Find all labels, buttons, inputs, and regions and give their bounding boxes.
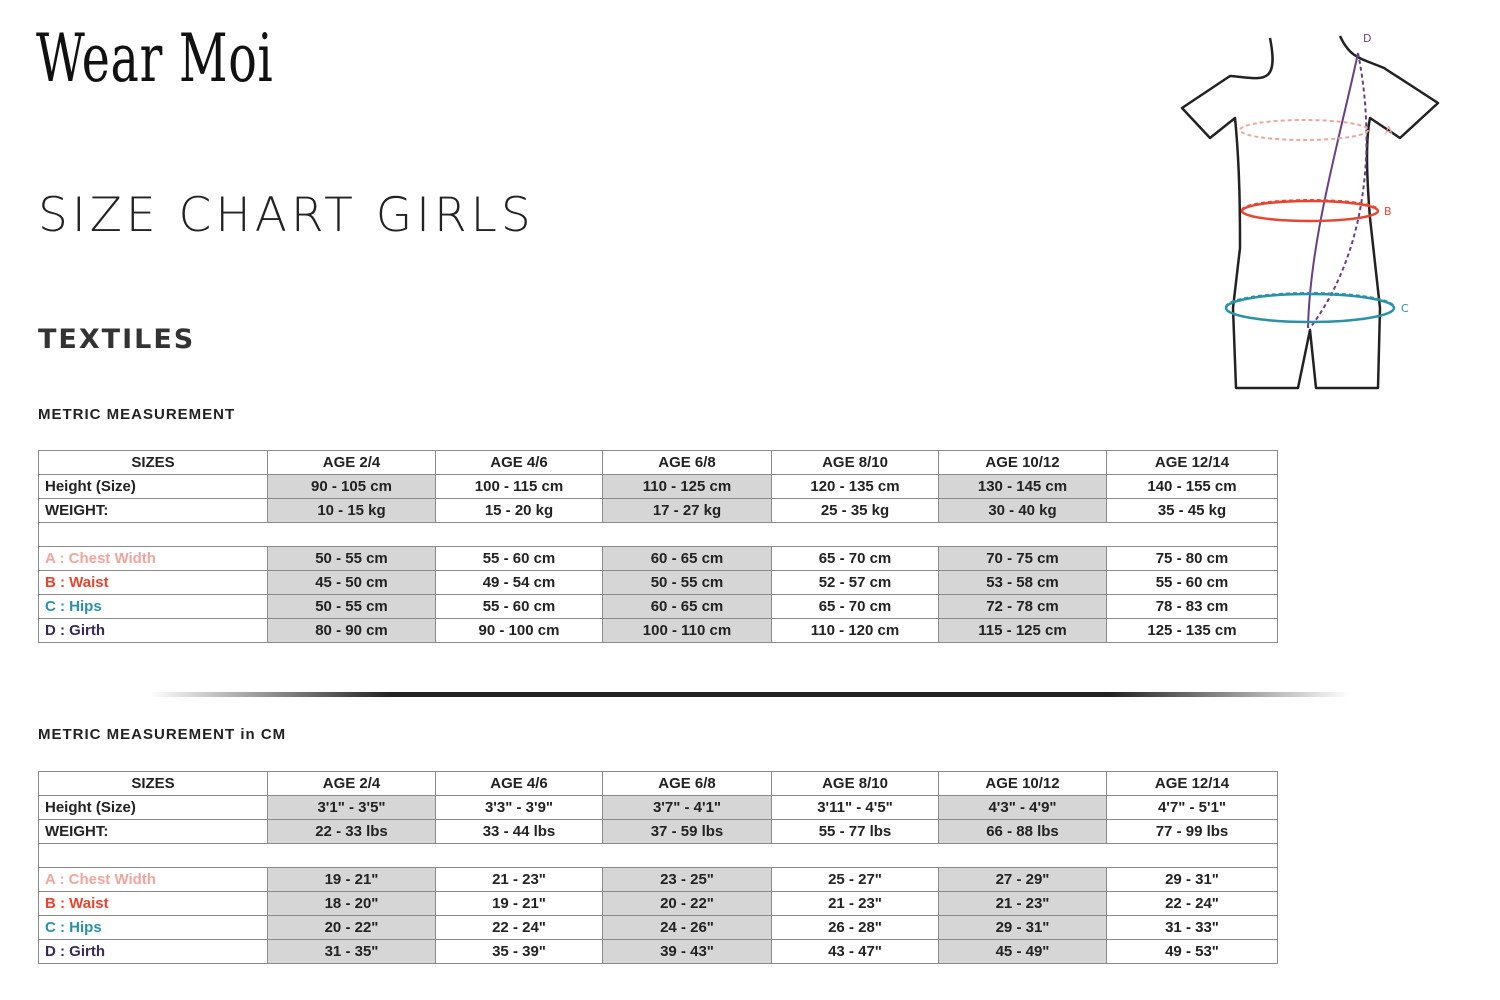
table-cell: 30 - 40 kg — [939, 499, 1107, 523]
row-label: Height (Size) — [39, 475, 268, 499]
metric-section-label: METRIC MEASUREMENT — [38, 406, 236, 423]
table-cell: 3'3" - 3'9" — [436, 796, 603, 820]
table-spacer-row — [39, 523, 1278, 547]
header-cell: SIZES — [39, 451, 268, 475]
table-cell: 18 - 20" — [268, 892, 436, 916]
table-cell: 17 - 27 kg — [603, 499, 772, 523]
table-cell: 37 - 59 lbs — [603, 820, 772, 844]
table-cell: 25 - 27" — [772, 868, 939, 892]
table-cell: 31 - 35" — [268, 940, 436, 964]
table-cell: 27 - 29" — [939, 868, 1107, 892]
row-label: Height (Size) — [39, 796, 268, 820]
row-label: WEIGHT: — [39, 499, 268, 523]
table-cell: 49 - 53" — [1107, 940, 1278, 964]
table-row — [39, 868, 1278, 892]
table-cell: 72 - 78 cm — [939, 595, 1107, 619]
table-cell: 50 - 55 cm — [268, 547, 436, 571]
header-cell: SIZES — [39, 772, 268, 796]
table-cell: 33 - 44 lbs — [436, 820, 603, 844]
label-d: D — [1363, 32, 1372, 45]
table-cell: 43 - 47" — [772, 940, 939, 964]
row-label-girth: D : Girth — [39, 619, 268, 643]
metric-size-table — [38, 450, 1278, 643]
table-cell: 55 - 60 cm — [1107, 571, 1278, 595]
table-cell: 55 - 60 cm — [436, 595, 603, 619]
header-cell: AGE 8/10 — [772, 451, 939, 475]
table-cell: 20 - 22" — [603, 892, 772, 916]
table-cell: 52 - 57 cm — [772, 571, 939, 595]
table-cell: 29 - 31" — [939, 916, 1107, 940]
table-row — [39, 619, 1278, 643]
table-row — [39, 595, 1278, 619]
table-cell: 39 - 43" — [603, 940, 772, 964]
label-b: B — [1384, 205, 1392, 218]
table-row — [39, 820, 1278, 844]
brand-logo-text: Wear Moi — [36, 19, 274, 97]
table-cell: 55 - 60 cm — [436, 547, 603, 571]
waist-ellipse — [1242, 201, 1378, 221]
table-cell: 50 - 55 cm — [268, 595, 436, 619]
table-cell: 15 - 20 kg — [436, 499, 603, 523]
table-spacer-row — [39, 844, 1278, 868]
table-cell: 53 - 58 cm — [939, 571, 1107, 595]
table-cell: 60 - 65 cm — [603, 595, 772, 619]
table-cell: 80 - 90 cm — [268, 619, 436, 643]
table-cell: 110 - 125 cm — [603, 475, 772, 499]
table-cell: 3'7" - 4'1" — [603, 796, 772, 820]
header-cell: AGE 2/4 — [268, 451, 436, 475]
row-label-hips: C : Hips — [39, 916, 268, 940]
table-cell: 4'3" - 4'9" — [939, 796, 1107, 820]
girth-line-solid — [1308, 53, 1358, 328]
leotard-outline — [1182, 36, 1438, 388]
table-cell: 55 - 77 lbs — [772, 820, 939, 844]
table-row — [39, 796, 1278, 820]
table-cell: 45 - 49" — [939, 940, 1107, 964]
spacer-cell — [39, 523, 1278, 547]
table-cell: 23 - 25" — [603, 868, 772, 892]
header-cell: AGE 6/8 — [603, 451, 772, 475]
row-label-girth: D : Girth — [39, 940, 268, 964]
table-cell: 22 - 24" — [436, 916, 603, 940]
table-cell: 77 - 99 lbs — [1107, 820, 1278, 844]
row-label-waist: B : Waist — [39, 571, 268, 595]
body-measurement-figure — [1170, 18, 1460, 398]
table-row — [39, 916, 1278, 940]
spacer-cell — [39, 844, 1278, 868]
table-cell: 70 - 75 cm — [939, 547, 1107, 571]
header-cell: AGE 6/8 — [603, 772, 772, 796]
row-label-chest: A : Chest Width — [39, 868, 268, 892]
table-cell: 140 - 155 cm — [1107, 475, 1278, 499]
table-cell: 3'1" - 3'5" — [268, 796, 436, 820]
table-row — [39, 547, 1278, 571]
table-header-row — [39, 772, 1278, 796]
page-title: SIZE CHART GIRLS — [38, 188, 535, 243]
brand-logo — [36, 8, 366, 108]
table-cell: 3'11" - 4'5" — [772, 796, 939, 820]
table-cell: 21 - 23" — [939, 892, 1107, 916]
table-cell: 21 - 23" — [436, 868, 603, 892]
table-cell: 26 - 28" — [772, 916, 939, 940]
table-cell: 90 - 105 cm — [268, 475, 436, 499]
table-cell: 45 - 50 cm — [268, 571, 436, 595]
table-cell: 65 - 70 cm — [772, 547, 939, 571]
chest-ellipse — [1240, 120, 1368, 140]
header-cell: AGE 8/10 — [772, 772, 939, 796]
label-c: C — [1401, 302, 1409, 315]
table-cell: 29 - 31" — [1107, 868, 1278, 892]
table-row — [39, 940, 1278, 964]
table-cell: 75 - 80 cm — [1107, 547, 1278, 571]
imperial-size-table — [38, 771, 1278, 964]
table-row — [39, 475, 1278, 499]
table-cell: 130 - 145 cm — [939, 475, 1107, 499]
table-cell: 60 - 65 cm — [603, 547, 772, 571]
table-cell: 35 - 39" — [436, 940, 603, 964]
section-divider — [150, 692, 1350, 697]
table-cell: 19 - 21" — [268, 868, 436, 892]
table-cell: 4'7" - 5'1" — [1107, 796, 1278, 820]
table-cell: 78 - 83 cm — [1107, 595, 1278, 619]
page-subtitle: TEXTILES — [38, 324, 196, 355]
table-row — [39, 892, 1278, 916]
table-cell: 20 - 22" — [268, 916, 436, 940]
table-cell: 49 - 54 cm — [436, 571, 603, 595]
table-cell: 100 - 110 cm — [603, 619, 772, 643]
row-label-hips: C : Hips — [39, 595, 268, 619]
table-cell: 22 - 24" — [1107, 892, 1278, 916]
table-cell: 110 - 120 cm — [772, 619, 939, 643]
table-cell: 50 - 55 cm — [603, 571, 772, 595]
table-cell: 31 - 33" — [1107, 916, 1278, 940]
header-cell: AGE 4/6 — [436, 451, 603, 475]
label-a: A — [1385, 124, 1393, 137]
header-cell: AGE 4/6 — [436, 772, 603, 796]
table-row — [39, 499, 1278, 523]
table-cell: 66 - 88 lbs — [939, 820, 1107, 844]
table-cell: 25 - 35 kg — [772, 499, 939, 523]
imperial-section-label: METRIC MEASUREMENT in CM — [38, 726, 287, 743]
table-cell: 19 - 21" — [436, 892, 603, 916]
table-cell: 120 - 135 cm — [772, 475, 939, 499]
table-cell: 22 - 33 lbs — [268, 820, 436, 844]
header-cell: AGE 10/12 — [939, 772, 1107, 796]
table-cell: 35 - 45 kg — [1107, 499, 1278, 523]
table-cell: 24 - 26" — [603, 916, 772, 940]
header-cell: AGE 12/14 — [1107, 451, 1278, 475]
header-cell: AGE 10/12 — [939, 451, 1107, 475]
header-cell: AGE 12/14 — [1107, 772, 1278, 796]
table-cell: 115 - 125 cm — [939, 619, 1107, 643]
table-cell: 100 - 115 cm — [436, 475, 603, 499]
table-row — [39, 571, 1278, 595]
table-cell: 65 - 70 cm — [772, 595, 939, 619]
row-label: WEIGHT: — [39, 820, 268, 844]
table-cell: 21 - 23" — [772, 892, 939, 916]
header-cell: AGE 2/4 — [268, 772, 436, 796]
row-label-waist: B : Waist — [39, 892, 268, 916]
row-label-chest: A : Chest Width — [39, 547, 268, 571]
table-header-row — [39, 451, 1278, 475]
table-cell: 10 - 15 kg — [268, 499, 436, 523]
girth-line-dashed — [1310, 53, 1366, 328]
table-cell: 90 - 100 cm — [436, 619, 603, 643]
table-cell: 125 - 135 cm — [1107, 619, 1278, 643]
